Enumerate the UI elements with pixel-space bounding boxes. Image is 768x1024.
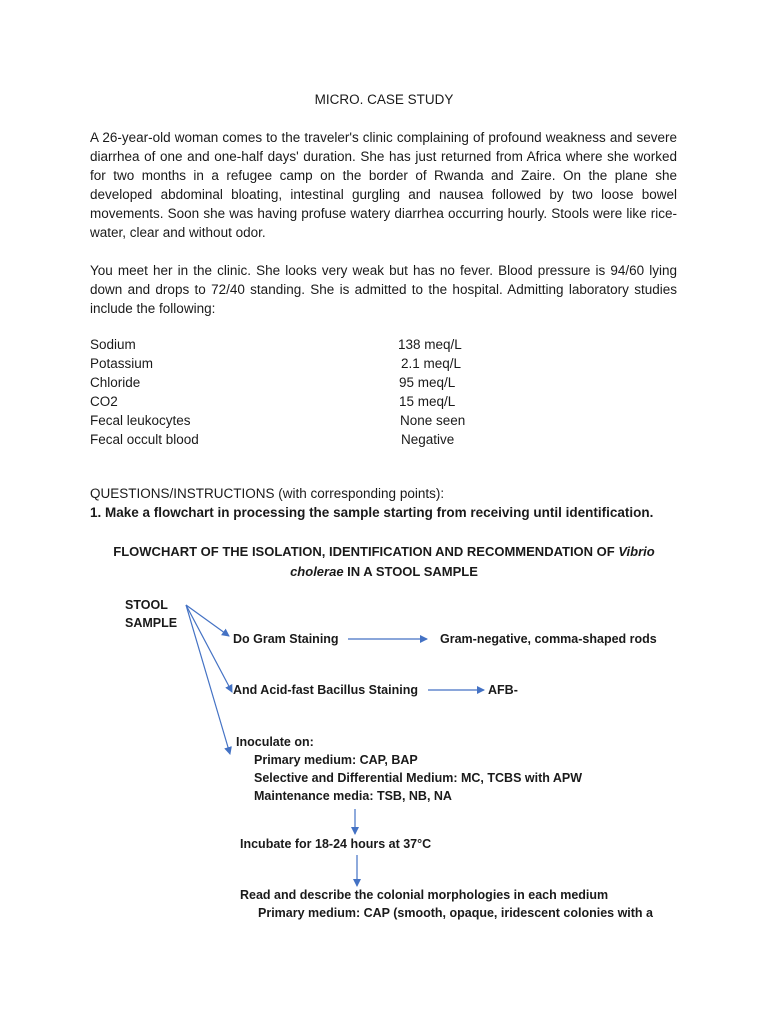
- lab-row: [90, 392, 590, 411]
- lab-row: [90, 411, 590, 430]
- flow-inoculate-node: [236, 733, 582, 805]
- lab-name: CO2: [90, 394, 118, 409]
- lab-value: None seen: [400, 413, 466, 428]
- flowchart-title: [70, 542, 698, 582]
- flow-gram-step: Do Gram Staining: [233, 632, 339, 646]
- flowchart-title-part1: FLOWCHART OF THE ISOLATION, IDENTIFICATION AND RECOMMENDATION OF: [113, 544, 619, 559]
- document-title: MICRO. CASE STUDY: [314, 92, 454, 107]
- flow-inoculate-selective: Selective and Differential Medium: MC, TCBS with APW: [254, 771, 583, 785]
- lab-value: 15 meq/L: [399, 394, 456, 409]
- arrow-start-to-afb: [186, 605, 232, 692]
- flow-start-line2: SAMPLE: [125, 616, 178, 630]
- lab-value: 138 meq/L: [398, 337, 462, 352]
- question-1: 1. Make a flowchart in processing the sample starting from receiving until identification.: [90, 505, 654, 520]
- lab-name: Fecal leukocytes: [90, 413, 191, 428]
- flowchart-title-genus: Vibrio: [618, 544, 655, 559]
- lab-value: Negative: [401, 432, 455, 447]
- flowchart-title-part2: IN A STOOL SAMPLE: [343, 564, 478, 579]
- flow-afb-result: AFB-: [488, 683, 518, 697]
- lab-name: Sodium: [90, 337, 136, 352]
- flow-inoculate-maintenance: Maintenance media: TSB, NB, NA: [254, 789, 452, 803]
- arrow-start-to-gram: [186, 605, 229, 636]
- flow-start-line1: STOOL: [125, 598, 168, 612]
- flow-inoculate-heading: Inoculate on:: [236, 735, 314, 749]
- flow-afb-step: And Acid-fast Bacillus Staining: [233, 683, 418, 697]
- lab-value: 2.1 meq/L: [401, 356, 462, 371]
- case-paragraph-2: You meet her in the clinic. She looks very weak but has no fever. Blood pressure is 94/60 lying down and drops to 72/40 standing. She is admitted to the hospital. Admitting laboratory studies include the following:: [90, 263, 677, 316]
- lab-row: [90, 373, 590, 392]
- lab-name: Fecal occult blood: [90, 432, 199, 447]
- flow-incubate-node: Incubate for 18-24 hours at 37°C: [240, 837, 432, 851]
- lab-row: [90, 335, 590, 354]
- flow-read-node: [240, 886, 653, 922]
- flow-gram-result: Gram-negative, comma-shaped rods: [440, 632, 657, 646]
- flow-read-primary: Primary medium: CAP (smooth, opaque, iridescent colonies with a: [258, 906, 653, 920]
- lab-value: 95 meq/L: [399, 375, 456, 390]
- lab-results: [90, 335, 590, 449]
- lab-row: [90, 430, 590, 449]
- case-paragraph-1: A 26-year-old woman comes to the traveler's clinic complaining of profound weakness and severe diarrhea of one and one-half days' duration. She has just returned from Africa where she worked for two months in a refugee camp on the border of Rwanda and Zaire. On the plane she developed abdominal bloating, intestinal gurgling and nausea followed by two loose bowel movements. Soon she was having profuse watery diarrhea occurring hourly. Stools were like rice-water, clear and without odor.: [90, 130, 677, 240]
- flow-inoculate-primary: Primary medium: CAP, BAP: [254, 753, 418, 767]
- questions-heading: QUESTIONS/INSTRUCTIONS (with corresponding points):: [90, 486, 445, 501]
- lab-row: [90, 354, 590, 373]
- flow-start-node: [125, 596, 177, 632]
- lab-name: Potassium: [90, 356, 154, 371]
- flowchart-title-species: cholerae: [290, 564, 344, 579]
- flow-read-heading: Read and describe the colonial morphologies in each medium: [240, 888, 609, 902]
- lab-name: Chloride: [90, 375, 141, 390]
- arrow-start-to-inoculate: [186, 605, 230, 754]
